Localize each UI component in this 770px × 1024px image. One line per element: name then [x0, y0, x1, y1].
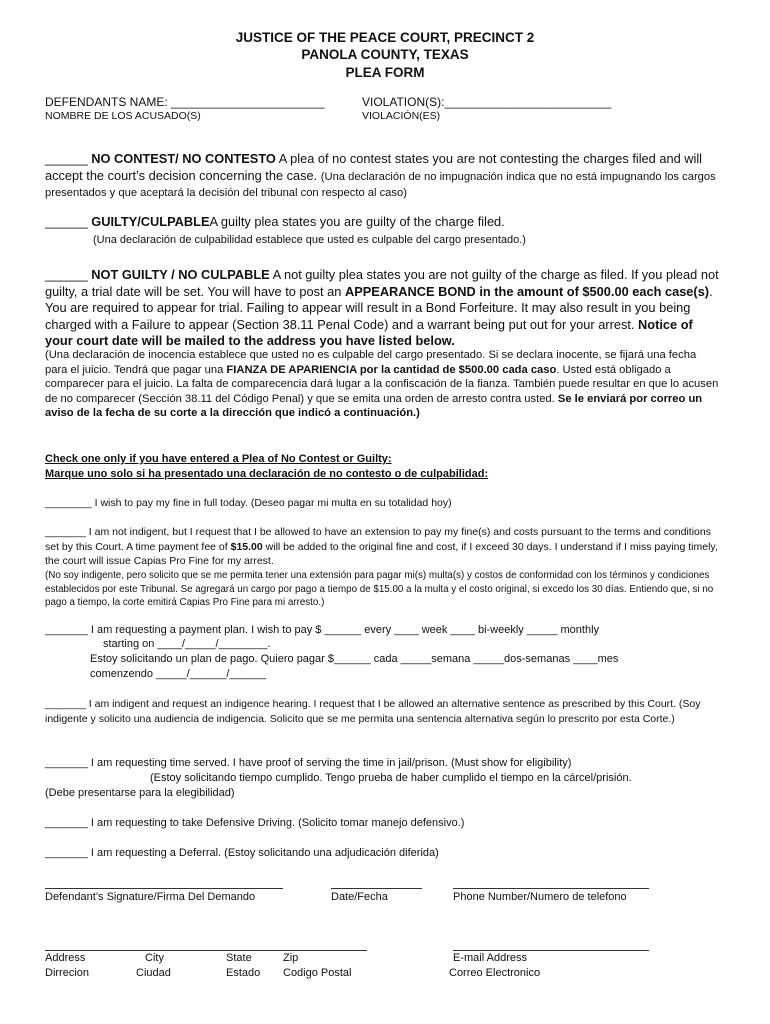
address-label: Address: [45, 952, 86, 964]
check-one-header: Check one only if you have entered a Plea of No Contest or Guilty:: [45, 453, 392, 465]
no-contest-section: [45, 151, 720, 201]
time-served-es: (Estoy solicitando tiempo cumplido. Tengo prueba de haber cumplido el tiempo en la cárcel/prisión.: [150, 772, 632, 784]
option-time-served[interactable]: _______ I am requesting time served. I have proof of serving the time in jail/prison. (Must show for eligibility): [45, 757, 572, 769]
court-date-notice-es: Se le enviará por correo un aviso de la fecha de su corte a la dirección que indicó a continuación.): [45, 392, 703, 419]
state-label-es: Estado: [226, 967, 261, 979]
court-title: JUSTICE OF THE PEACE COURT, PRECINCT 2: [235, 30, 535, 45]
not-guilty-blank[interactable]: ______: [45, 267, 88, 282]
appearance-bond: APPEARANCE BOND in the amount of $500.00 each case(s): [344, 283, 710, 299]
county-title: PANOLA COUNTY, TEXAS: [301, 47, 469, 62]
email-label: E-mail Address: [453, 952, 527, 964]
payment-plan-es: Estoy solicitando un plan de pago. Quiero pagar $______ cada _____semana _____dos-semanas ____mes: [90, 653, 619, 665]
not-guilty-text-2: . You are required to appear for trial. Failing to appear will result in a Bond Forfeiture. It may also result in you being charged with a Failure to appear (Section 38.11 Penal Code) and a warrant being put out for your arrest.: [45, 283, 713, 332]
phone-line[interactable]: [453, 888, 649, 889]
signature-label: Defendant’s Signature/Firma Del Demando: [45, 891, 256, 903]
not-guilty-text-es-2: . Usted está obligado a comparecer para el juicio. La falta de comparecencia dará lugar a la confiscación de la fianza. También puede resultar en que lo acusen de no comparecer (Sección 38.11 del Código Penal) y que se emita una orden de arresto contra usted.: [45, 363, 719, 405]
option-extension-text: _______ I am not indigent, but I request that I be allowed to have an extension to pay my fine(s) and costs pursuant to the terms and conditions set by this Court. A time payment fee of: [45, 526, 711, 553]
zip-label: Zip: [283, 952, 299, 964]
signature-line[interactable]: [45, 888, 283, 889]
option-extension-es: (No soy indigente, pero solicito que se me permita tener una extensión para pagar mi(s) multa(s) y costos de conformidad con los términos y condiciones establecidos por este Tribunal. Se agregará un cargo por pago a tiempo de $15.00 a la multa y el costo original, si excedo los 30 días. Entiendo que, si no pago a tiempo, la corte emitirá Capias Pro Fine para mi arresto.): [45, 570, 714, 608]
option-extension[interactable]: [45, 525, 720, 569]
state-label: State: [226, 952, 252, 964]
no-contest-text: A plea of no contest states you are not contesting the charges filed and will accept the court’s decision concerning the case.: [45, 151, 703, 183]
guilty-title: GUILTY/CULPABLE: [91, 214, 210, 229]
form-title: PLEA FORM: [345, 65, 425, 80]
address-label-es: Dirrecion: [45, 967, 90, 979]
option-defensive-driving[interactable]: _______ I am requesting to take Defensive Driving. (Solicito tomar manejo defensivo.): [45, 817, 465, 829]
time-payment-fee: $15.00: [230, 540, 263, 553]
guilty-text-es: (Una declaración de culpabilidad establece que usted es culpable del cargo presentado.): [93, 234, 526, 246]
guilty-text: A guilty plea states you are guilty of the charge filed.: [209, 214, 505, 229]
court-date-notice: Notice of your court date will be mailed to the address you have listed below.: [45, 316, 693, 348]
not-guilty-text-es: (Una declaración de inocencia establece que usted no es culpable del cargo presentado. Si se declara inocente, se fijará una fecha para el juicio. Tendrá que pagar una: [45, 349, 697, 376]
option-pay-full[interactable]: ________ I wish to pay my fine in full today. (Deseo pagar mi multa en su totalidad hoy): [45, 497, 452, 509]
zip-label-es: Codigo Postal: [283, 967, 352, 979]
email-label-es: Correo Electronico: [449, 967, 541, 979]
payment-plan-start-es: comenzendo _____/______/______: [90, 668, 267, 680]
not-guilty-section: [45, 267, 720, 350]
not-guilty-section-es: [45, 348, 720, 421]
option-indigence-hearing[interactable]: _______ I am indigent and request an indigence hearing. I request that I be allowed an alternative sentence as prescribed by this Court. (Soy indigente y solicito una audiencia de indigencia. Solicito que se me permita una sentencia alternativa según lo prescrito por esta Corte.): [45, 698, 701, 725]
guilty-blank[interactable]: ______: [45, 214, 88, 229]
defendant-name-label-es: NOMBRE DE LOS ACUSADO(S): [45, 110, 201, 122]
appearance-bond-es: FIANZA DE APARIENCIA por la cantidad de $500.00 cada caso: [226, 363, 557, 376]
city-label: City: [145, 952, 164, 964]
payment-plan-start-date[interactable]: starting on ____/_____/________.: [103, 638, 271, 650]
no-contest-blank[interactable]: ______: [45, 151, 88, 166]
violation-label-es: VIOLACIÓN(ES): [362, 110, 441, 122]
no-contest-text-es: (Una declaración de no impugnación indica que no está impugnando los cargos presentados y que aceptará la decisión del tribunal con respecto al caso): [45, 170, 716, 199]
date-line[interactable]: [331, 888, 422, 889]
no-contest-title: NO CONTEST/ NO CONTESTO: [91, 151, 276, 166]
not-guilty-text: A not guilty plea states you are not guilty of the charge as filed. If you plead not guilty, a trial date will be set. You will have to post an: [45, 267, 719, 299]
date-label: Date/Fecha: [331, 891, 388, 903]
email-line[interactable]: [453, 950, 649, 951]
time-served-es-note: (Debe presentarse para la elegibilidad): [45, 787, 235, 799]
guilty-section: [45, 214, 720, 231]
address-line[interactable]: [45, 950, 367, 951]
phone-label: Phone Number/Numero de telefono: [453, 891, 627, 903]
not-guilty-title: NOT GUILTY / NO CULPABLE: [91, 267, 270, 282]
defendant-name-field[interactable]: DEFENDANTS NAME: _______________________: [45, 95, 325, 109]
violation-field[interactable]: VIOLATION(S):_________________________: [362, 95, 612, 109]
city-label-es: Ciudad: [136, 967, 171, 979]
check-one-header-es: Marque uno solo si ha presentado una declaración de no contesto o de culpabilidad:: [45, 468, 489, 480]
option-deferral[interactable]: _______ I am requesting a Deferral. (Estoy solicitando una adjudicación diferida): [45, 847, 439, 859]
option-payment-plan[interactable]: _______ I am requesting a payment plan. I wish to pay $ ______ every ____ week ____ bi-weekly _____ monthly: [45, 624, 600, 636]
option-extension-text-2: will be added to the original fine and cost, if I exceed 30 days. I understand if I miss paying timely, the court will issue Capias Pro Fine for my arrest.: [45, 540, 718, 567]
